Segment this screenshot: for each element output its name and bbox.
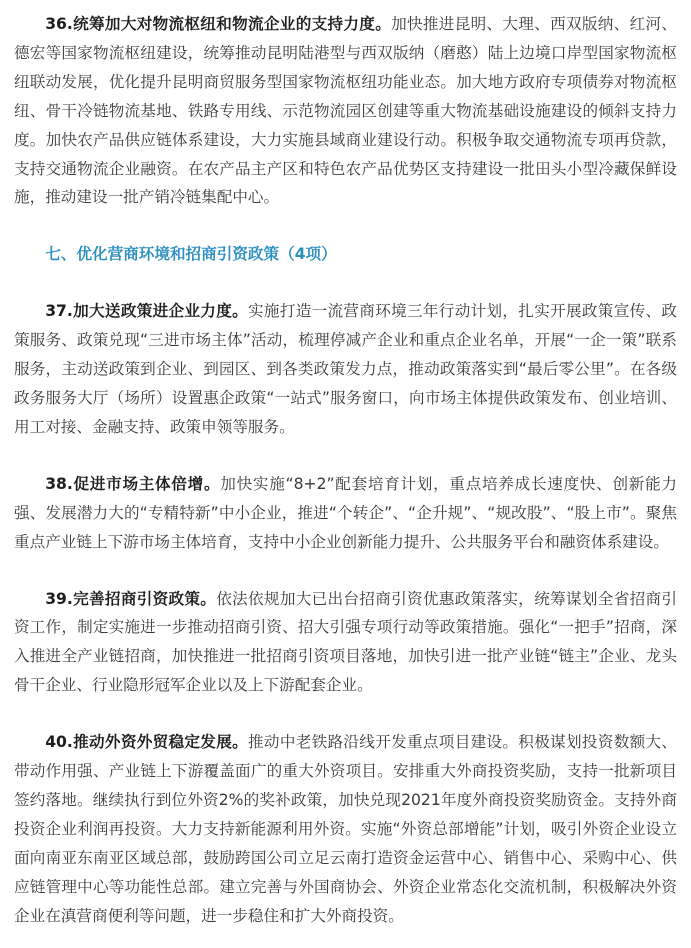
policy-item-body: 加快推进昆明、大理、西双版纳、红河、德宏等国家物流枢纽建设，统筹推动昆明陆港型与西双版纳（磨憨）陆上边境口岸型国家物流枢纽联动发展，优化提升昆明商贸服务型国家物流枢纽功能业态。加大地方政府专项债券对物流枢纽、骨干冷链物流基地、铁路专用线、示范物流园区创建等重大物流基础设施建设的倾斜支持力度。加快农产品供应链体系建设，大力实施县域商业建设行动。积极争取交通物流专项再贷款，支持交通物流企业融资。在农产品主产区和特色农产品优势区支持建设一批田头小型冷藏保鲜设施，推动建设一批产销冷链集配中心。 (14, 15, 677, 207)
policy-item-40 (14, 728, 677, 930)
policy-item-title: 36.统筹加大对物流枢纽和物流企业的支持力度。 (45, 15, 392, 33)
section-heading: 七、优化营商环境和招商引资政策（4项） (45, 245, 337, 264)
policy-item-39 (14, 585, 677, 701)
policy-item-title: 37.加大送政策进企业力度。 (45, 302, 249, 321)
policy-item-37 (14, 297, 677, 442)
policy-item-body: 加快实施“8+2”配套培育计划，重点培养成长速度快、创新能力强、发展潜力大的“专精特新”中小企业，推进“个转企”、“企升规”、“规改股”、“股上市”。聚焦重点产业链上下游市场主体培育，支持中小企业创新能力提升、公共服务平台和融资体系建设。 (14, 474, 677, 551)
policy-item-body: 实施打造一流营商环境三年行动计划，扎实开展政策宣传、政策服务、政策兑现“三进市场主体”活动，梳理停减产企业和重点企业名单，开展“一企一策”联系服务，主动送政策到企业、到园区、到各类政策发力点，推动政策落实到“最后零公里”。在各级政务服务大厅（场所）设置惠企政策“一站式”服务窗口，向市场主体提供政策发布、创业培训、用工对接、金融支持、政策申领等服务。 (14, 302, 677, 436)
policy-item-36 (14, 10, 677, 212)
policy-item-body: 推动中老铁路沿线开发重点项目建设。积极谋划投资数额大、带动作用强、产业链上下游覆盖面广的重大外资项目。安排重大外商投资奖励，支持一批新项目签约落地。继续执行到位外资2%的奖补政策，加快兑现2021年度外商投资奖励资金。支持外商投资企业利润再投资。大力支持新能源利用外资。实施“外资总部增能”计划，吸引外资企业设立面向南亚东南亚区域总部，鼓励跨国公司立足云南打造资金运营中心、销售中心、采购中心、供应链管理中心等功能性总部。建立完善与外国商协会、外资企业常态化交流机制，积极解决外资企业在滇营商便利等问题，进一步稳住和扩大外商投资。 (14, 733, 677, 925)
policy-item-38 (14, 470, 677, 557)
policy-item-title: 38.促进市场主体倍增。 (45, 474, 221, 493)
policy-item-title: 40.推动外资外贸稳定发展。 (45, 733, 249, 752)
policy-item-title: 39.完善招商引资政策。 (45, 589, 217, 608)
policy-item-body: 依法依规加大已出台招商引资优惠政策落实，统筹谋划全省招商引资工作，制定实施进一步推动招商引资、招大引强专项行动等政策措施。强化“一把手”招商，深入推进全产业链招商，加快推进一批招商引资项目落地，加快引进一批产业链“链主”企业、龙头骨干企业、行业隐形冠军企业以及上下游配套企业。 (14, 589, 677, 695)
